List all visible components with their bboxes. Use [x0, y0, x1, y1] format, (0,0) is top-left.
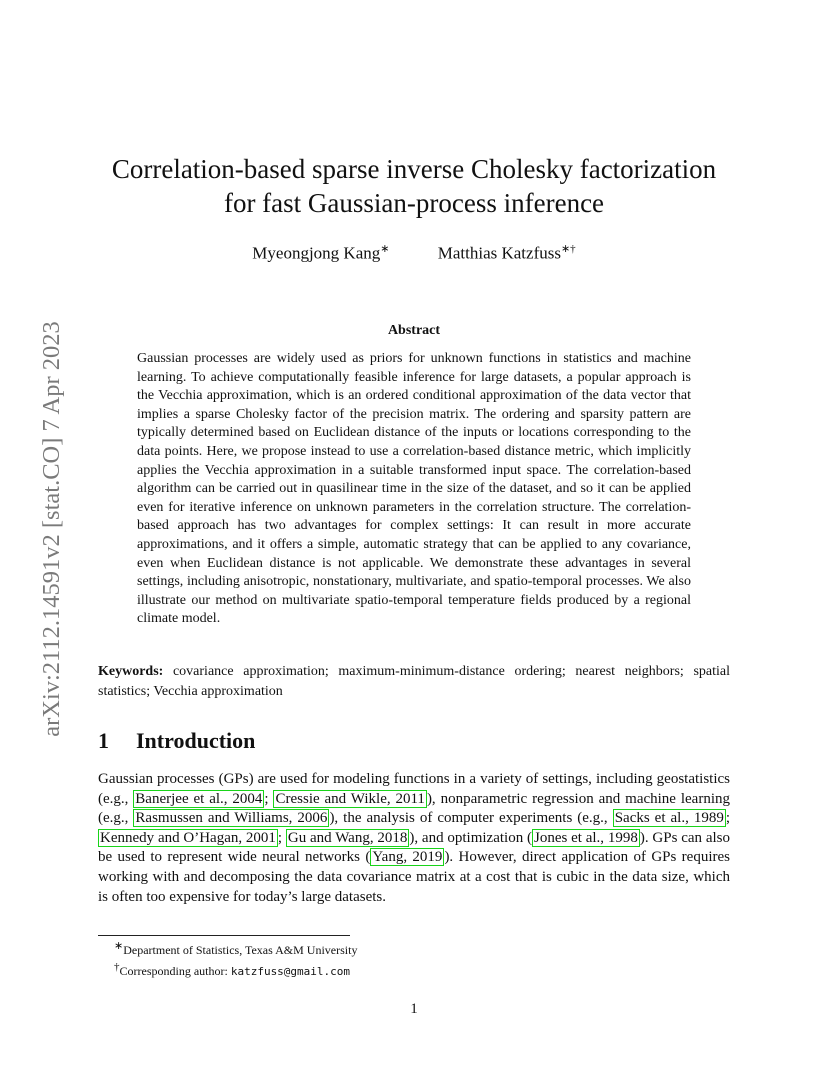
- citation-link[interactable]: Cressie and Wikle, 2011: [275, 790, 425, 807]
- text-run: ;: [277, 829, 286, 846]
- footnote-1: [114, 938, 357, 959]
- paper-title: [0, 152, 828, 220]
- text-run: ;: [725, 810, 731, 827]
- text-run: ;: [264, 790, 274, 807]
- text-run: Gaussian processes (GPs) are used for modeling functions in a variety of settings, including geostatistics (e.g.,: [98, 771, 730, 807]
- title-line-1: Correlation-based sparse inverse Cholesky factorization: [111, 154, 717, 184]
- text-run: ). However, direct application of GPs requires working with and decomposing the data covariance matrix at a cost that is cubic in the data size, which is often too expensive for today’s large datasets.: [98, 849, 730, 905]
- citation-link[interactable]: Gu and Wang, 2018: [287, 829, 408, 846]
- section-title: Introduction: [136, 728, 256, 753]
- text-run: ), nonparametric regression and machine learning (e.g.,: [98, 790, 731, 827]
- abstract-heading: Abstract: [387, 323, 441, 338]
- footnote-mark: †: [114, 961, 120, 973]
- author-list: [0, 242, 828, 264]
- keywords-text: covariance approximation; maximum-minimum-distance ordering; nearest neighbors; spatial statistics; Vecchia approximation: [98, 664, 730, 699]
- author-2: [438, 242, 576, 264]
- author-name: Myeongjong Kang: [252, 243, 381, 263]
- intro-paragraph: [98, 770, 730, 907]
- footnote-rule: [98, 935, 350, 936]
- author-footnote-mark: ∗: [380, 243, 390, 255]
- section-heading: [98, 728, 255, 754]
- author-footnote-mark: ∗†: [560, 243, 576, 255]
- arxiv-identifier: arXiv:2112.14591v2 [stat.CO] 7 Apr 2023: [38, 321, 65, 737]
- citation-link[interactable]: Sacks et al., 1989: [614, 810, 724, 827]
- abstract-body: Gaussian processes are widely used as priors for unknown functions in statistics and machine learning. To achieve computationally feasible inference for large datasets, a popular approach is the Vecchia approximation, which is an ordered conditional approximation of the data vector that implies a sparse Cholesky factor of the precision matrix. The ordering and sparsity pattern are typically determined based on Euclidean distance of the inputs or locations corresponding to the data points. Here, we propose instead to use a correlation-based distance metric, which implicitly applies the Vecchia approximation in a suitable transformed input space. The correlation-based algorithm can be carried out in quasilinear time in the size of the dataset, and so it can be applied even for iterative inference on unknown parameters in the correlation structure. The correlation-based approach has two advantages for complex settings: It can result in more accurate approximations, and it offers a simple, automatic strategy that can be applied to any covariance, even when Euclidean distance is not applicable. We demonstrate these advantages in several settings, including anisotropic, nonstationary, multivariate, and spatio-temporal processes. We also illustrate our method on multivariate spatio-temporal temperature fields produced by a regional climate model.: [137, 351, 691, 627]
- footnotes: [114, 938, 357, 980]
- citation-link[interactable]: Kennedy and O’Hagan, 2001: [100, 829, 276, 846]
- footnote-mark: ∗: [114, 940, 124, 952]
- footnote-text: Department of Statistics, Texas A&M University: [123, 943, 358, 957]
- author-1: [252, 242, 389, 264]
- citation-link[interactable]: Rasmussen and Williams, 2006: [135, 810, 328, 827]
- title-line-2: for fast Gaussian-process inference: [223, 188, 605, 218]
- citation-link[interactable]: Yang, 2019: [372, 849, 443, 866]
- text-run: ), the analysis of computer experiments (e.g.,: [329, 810, 613, 827]
- footnote-text: Corresponding author:: [119, 964, 231, 978]
- page-number: 1: [410, 1001, 418, 1017]
- author-email[interactable]: katzfuss@gmail.com: [230, 965, 351, 978]
- footnote-2: [114, 959, 357, 980]
- keywords-label: Keywords:: [98, 664, 164, 679]
- text-run: ), and optimization (: [409, 829, 532, 846]
- citation-link[interactable]: Banerjee et al., 2004: [135, 790, 263, 807]
- text-run: ). GPs can also be used to represent wide neural networks (: [98, 829, 730, 866]
- author-name: Matthias Katzfuss: [437, 243, 561, 263]
- keywords: [98, 662, 730, 702]
- citation-link[interactable]: Jones et al., 1998: [533, 829, 638, 846]
- section-number: 1: [98, 728, 109, 753]
